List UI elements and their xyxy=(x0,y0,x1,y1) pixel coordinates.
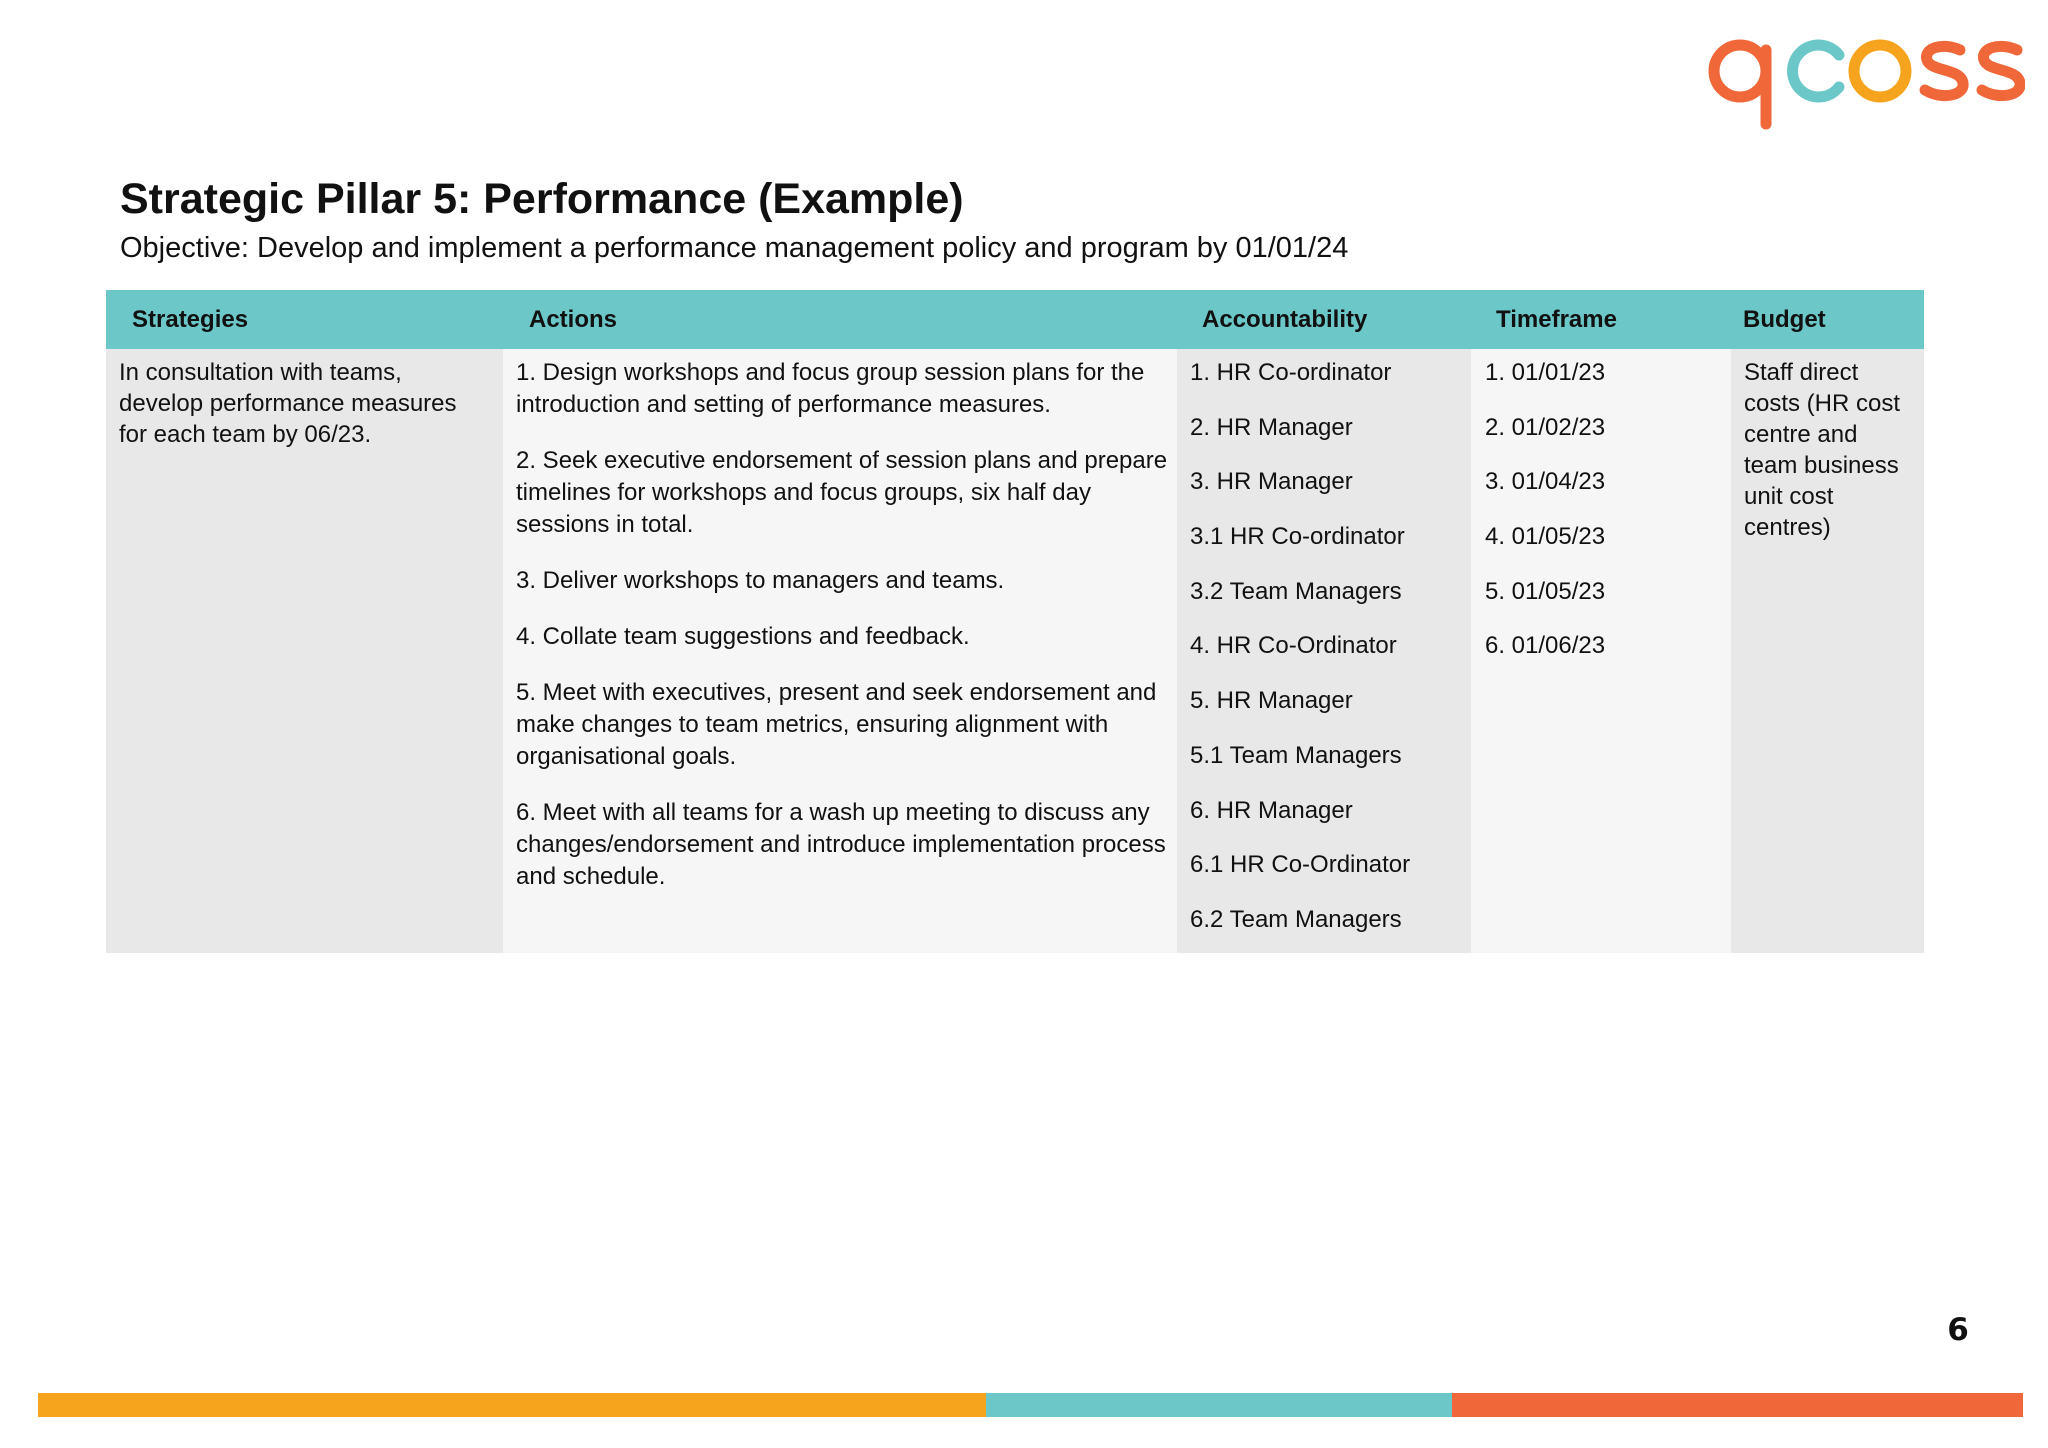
action-item: 2. Seek executive endorsement of session plans and prepare timelines for workshops and focus groups, six half day sessions in total. xyxy=(516,447,1168,538)
action-item: 1. Design workshops and focus group session plans for the introduction and setting of performance measures. xyxy=(516,359,1145,418)
strategy-table xyxy=(106,290,1924,953)
action-item: 5. Meet with executives, present and seek endorsement and make changes to team metrics, ensuring alignment with organisational goals. xyxy=(516,679,1157,770)
timeframe-cell xyxy=(1471,349,1731,953)
accountability-item: 5.1 Team Managers xyxy=(1190,741,1402,769)
footer-bar-red xyxy=(1452,1393,2023,1417)
timeframe-item: 2. 01/02/23 xyxy=(1485,413,1606,441)
timeframe-item: 4. 01/05/23 xyxy=(1485,523,1606,551)
accountability-item: 2. HR Manager xyxy=(1190,413,1353,441)
accountability-item: 6. HR Manager xyxy=(1190,796,1353,824)
accountability-item: 6.2 Team Managers xyxy=(1190,905,1402,933)
accountability-item: 5. HR Manager xyxy=(1190,687,1353,715)
footer-bar-teal xyxy=(986,1393,1452,1417)
page-title: Strategic Pillar 5: Performance (Example) xyxy=(120,175,964,223)
qcoss-logo-graphic xyxy=(1705,28,2025,133)
budget-cell xyxy=(1731,349,1924,953)
header-budget: Budget xyxy=(1743,306,1826,333)
accountability-item: 6.1 HR Co-Ordinator xyxy=(1190,851,1411,879)
footer-bar-orange xyxy=(38,1393,986,1417)
accountability-item: 4. HR Co-Ordinator xyxy=(1190,632,1397,660)
table-header-row xyxy=(106,290,1924,349)
actions-cell xyxy=(503,349,1177,953)
strategies-cell xyxy=(106,349,503,953)
accountability-item: 3. HR Manager xyxy=(1190,468,1353,496)
header-accountability: Accountability xyxy=(1202,306,1368,333)
qcoss-logo xyxy=(1705,28,2025,133)
header-timeframe: Timeframe xyxy=(1496,306,1617,333)
header-actions: Actions xyxy=(529,306,618,333)
accountability-item: 3.2 Team Managers xyxy=(1190,577,1402,605)
accountability-item: 1. HR Co-ordinator xyxy=(1190,359,1392,386)
timeframe-item: 3. 01/04/23 xyxy=(1485,468,1606,496)
action-item: 6. Meet with all teams for a wash up meeting to discuss any changes/endorsement and introduce implementation process and schedule. xyxy=(516,799,1166,890)
budget-text: Staff direct costs (HR cost centre and team business unit cost centres) xyxy=(1744,359,1901,541)
accountability-item: 3.1 HR Co-ordinator xyxy=(1190,523,1405,551)
timeframe-item: 6. 01/06/23 xyxy=(1485,632,1606,660)
action-item: 4. Collate team suggestions and feedback. xyxy=(516,623,970,650)
page-objective: Objective: Develop and implement a performance management policy and program by 01/01/24 xyxy=(120,232,1349,264)
header-strategies: Strategies xyxy=(132,306,249,333)
action-item: 3. Deliver workshops to managers and teams. xyxy=(516,567,1005,594)
page-number: 6 xyxy=(1947,1312,1969,1348)
strategy-text: In consultation with teams, develop performance measures for each team by 06/23. xyxy=(119,359,457,448)
timeframe-item: 1. 01/01/23 xyxy=(1485,359,1606,386)
timeframe-item: 5. 01/05/23 xyxy=(1485,577,1606,605)
accountability-cell xyxy=(1177,349,1471,953)
